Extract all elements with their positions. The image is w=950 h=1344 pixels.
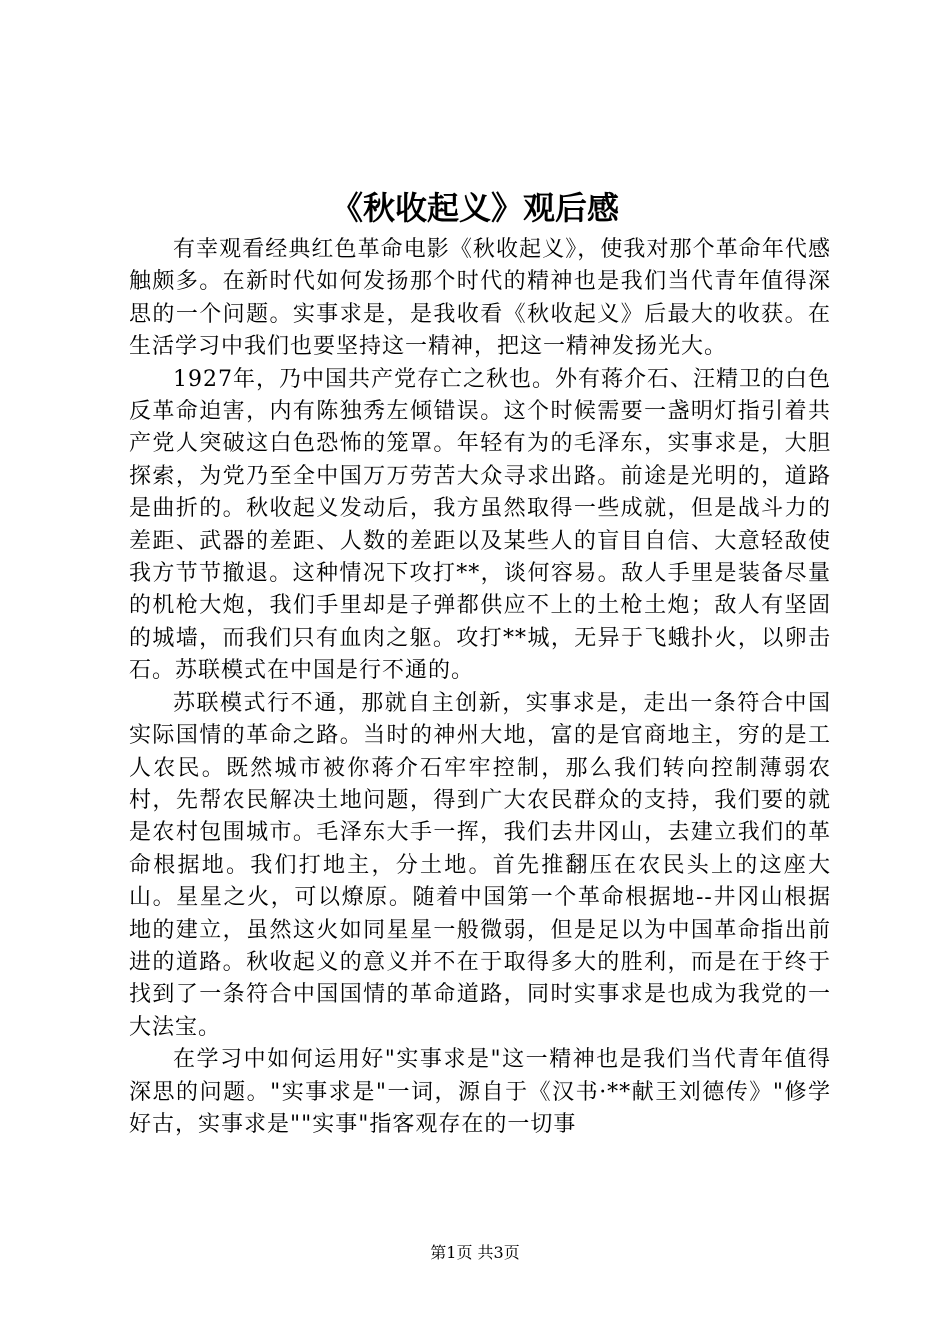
document-title: 《秋收起义》观后感 <box>330 189 619 227</box>
document-body <box>129 234 831 1141</box>
paragraph-4: 在学习中如何运用好"实事求是"这一精神也是我们当代青年值得深思的问题。"实事求是"一词，源自于《汉书·**献王刘德传》"修学好古，实事求是""实事"指客观存在的一切事 <box>129 1047 831 1137</box>
paragraph-3: 苏联模式行不通，那就自主创新，实事求是，走出一条符合中国实际国情的革命之路。当时的神州大地，富的是官商地主，穷的是工人农民。既然城市被你蒋介石牢牢控制，那么我们转向控制薄弱农村，先帮农民解决土地问题，得到广大农民群众的支持，我们要的就是农村包围城市。毛泽东大手一挥，我们去井冈山，去建立我们的革命根据地。我们打地主，分土地。首先推翻压在农民头上的这座大山。星星之火，可以燎原。随着中国第一个革命根据地--井冈山根据地的建立，虽然这火如同星星一般微弱，但是足以为中国革命指出前进的道路。秋收起义的意义并不在于取得多大的胜利，而是在于终于找到了一条符合中国国情的革命道路，同时实事求是也成为我党的一大法宝。 <box>129 690 831 1040</box>
paragraph-1: 有幸观看经典红色革命电影《秋收起义》，使我对那个革命年代感触颇多。在新时代如何发扬那个时代的精神也是我们当代青年值得深思的一个问题。实事求是，是我收看《秋收起义》后最大的收获。在生活学习中我们也要坚持这一精神，把这一精神发扬光大。 <box>129 237 831 360</box>
page-footer: 第1页 共3页 <box>430 1243 520 1262</box>
paragraph-2: 1927年，乃中国共产党存亡之秋也。外有蒋介石、汪精卫的白色反革命迫害，内有陈独秀左倾错误。这个时候需要一盏明灯指引着共产党人突破这白色恐怖的笼罩。年轻有为的毛泽东，实事求是，大胆探索，为党乃至全中国万万劳苦大众寻求出路。前途是光明的，道路是曲折的。秋收起义发动后，我方虽然取得一些成就，但是战斗力的差距、武器的差距、人数的差距以及某些人的盲目自信、大意轻敌使我方节节撤退。这种情况下攻打**，谈何容易。敌人手里是装备尽量的机枪大炮，我们手里却是子弹都供应不上的土枪土炮；敌人有坚固的城墙，而我们只有血肉之躯。攻打**城，无异于飞蛾扑火，以卵击石。苏联模式在中国是行不通的。 <box>129 366 831 684</box>
